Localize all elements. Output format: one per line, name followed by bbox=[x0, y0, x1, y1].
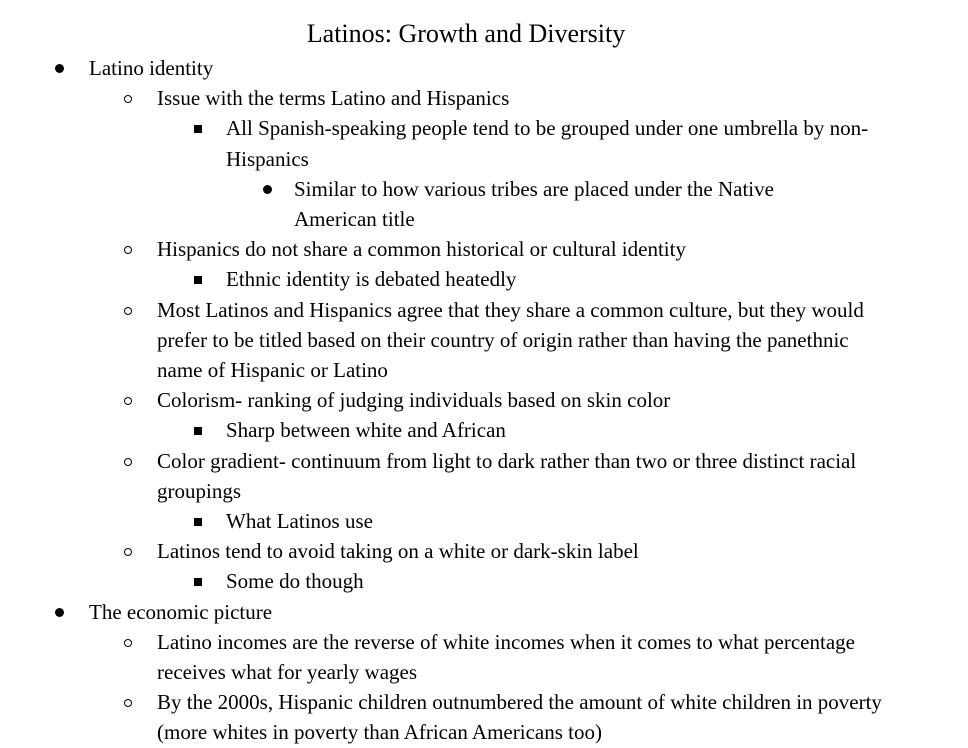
list-item-text: Issue with the terms Latino and Hispanics bbox=[157, 86, 510, 111]
list-item bbox=[0, 627, 968, 687]
list-item-text: What Latinos use bbox=[226, 509, 373, 534]
list-item-text: Ethnic identity is debated heatedly bbox=[226, 267, 517, 292]
outline-list bbox=[0, 53, 968, 748]
list-item-text: Latinos tend to avoid taking on a white or dark-skin label bbox=[157, 539, 639, 564]
list-item-text: Color gradient- continuum from light to dark rather than two or three distinct racial groupings bbox=[157, 448, 857, 503]
list-item bbox=[0, 385, 968, 415]
list-item-text: Hispanics do not share a common historical or cultural identity bbox=[157, 237, 686, 262]
list-item-text: Sharp between white and African bbox=[226, 418, 506, 443]
list-item bbox=[0, 506, 968, 536]
list-item bbox=[0, 113, 968, 173]
list-item bbox=[0, 536, 968, 566]
list-item bbox=[0, 53, 968, 83]
list-item bbox=[0, 264, 968, 294]
document-title: Latinos: Growth and Diversity bbox=[306, 19, 626, 48]
list-item bbox=[0, 83, 968, 113]
list-item bbox=[0, 566, 968, 596]
list-item bbox=[0, 415, 968, 445]
list-item bbox=[0, 597, 968, 627]
list-item-text: Similar to how various tribes are placed under the Native American title bbox=[294, 176, 774, 232]
list-item-text: Colorism- ranking of judging individuals based on skin color bbox=[157, 388, 671, 413]
list-item-text: Latino identity bbox=[89, 56, 214, 80]
list-item-text: By the 2000s, Hispanic children outnumbered the amount of white children in poverty (more whites in poverty than African Americans too) bbox=[157, 690, 882, 745]
list-item bbox=[0, 687, 968, 747]
list-item-text: The economic picture bbox=[89, 599, 273, 624]
list-item bbox=[0, 295, 968, 386]
list-item-text: Latino incomes are the reverse of white incomes when it comes to what percentage receives what for yearly wages bbox=[157, 629, 855, 685]
list-item bbox=[0, 446, 968, 506]
list-item-text: Most Latinos and Hispanics agree that they share a common culture, but they would prefer to be titled based on their country of origin rather than having the panethnic name of Hispanic or Latino bbox=[157, 297, 864, 383]
list-item-text: Some do though bbox=[226, 569, 364, 594]
list-item bbox=[0, 234, 968, 264]
list-item bbox=[0, 174, 968, 234]
list-item-text: All Spanish-speaking people tend to be grouped under one umbrella by non-Hispanics bbox=[226, 116, 869, 171]
